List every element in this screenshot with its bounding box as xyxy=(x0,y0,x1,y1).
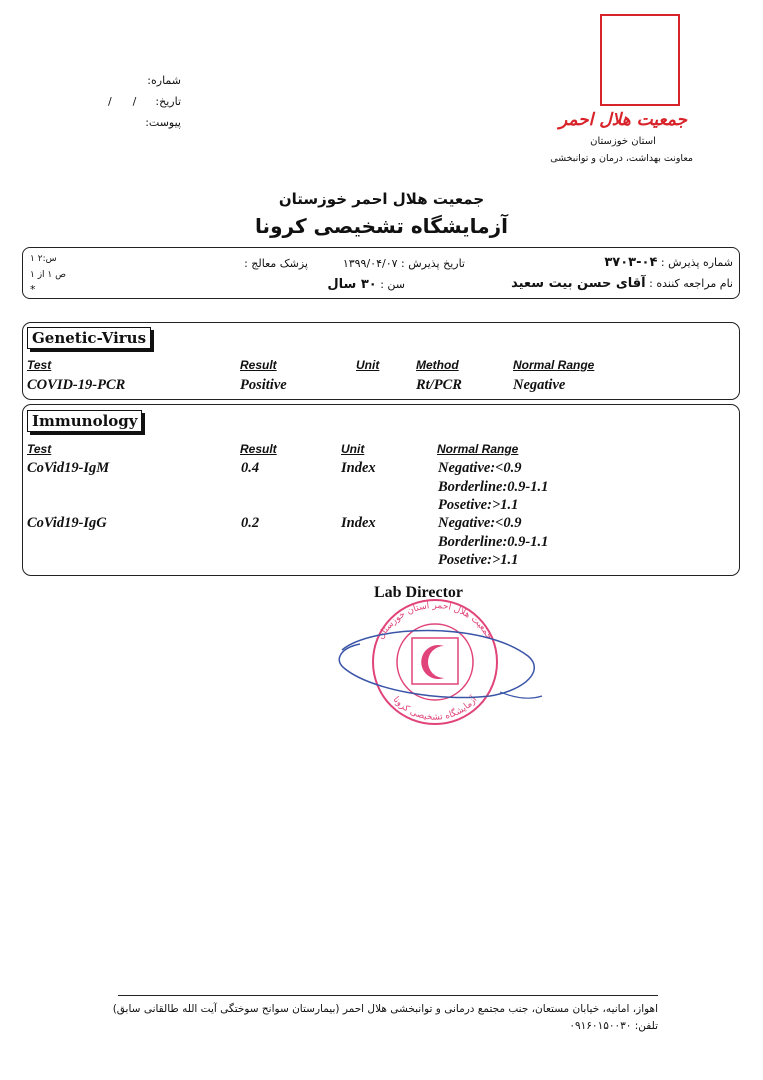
page-mark-2: ص ۱ از ۱ xyxy=(30,270,67,280)
genetic-header-method: Method xyxy=(416,358,459,372)
admission-value: ۰۴-۳۷۰۳ xyxy=(604,255,658,270)
logo-province: استان خوزستان xyxy=(590,136,656,147)
genetic-header-unit: Unit xyxy=(356,358,380,372)
pcr-normal-range: Negative xyxy=(513,377,566,393)
igg-range-negative: Negative:<0.9 xyxy=(438,515,522,531)
org-title: جمعیت هلال احمر خوزستان xyxy=(278,190,485,208)
immuno-header-result: Result xyxy=(240,442,277,456)
igm-range-positive: Posetive:>1.1 xyxy=(438,497,519,513)
igm-result: 0.4 xyxy=(241,460,260,476)
igg-range-borderline: Borderline:0.9-1.1 xyxy=(438,534,549,550)
patient-name-label: نام مراجعه کننده : xyxy=(649,277,733,290)
admission-number xyxy=(604,255,733,270)
lab-director-label: Lab Director xyxy=(373,584,463,601)
page-mark-3: * xyxy=(30,283,36,296)
igm-test-name: CoVid19-IgM xyxy=(27,460,110,476)
stamp-arc-text-top: جمعیت هلال احمر استان خوزستان xyxy=(375,600,495,642)
crescent-icon xyxy=(620,28,652,92)
genetic-virus-title: Genetic-Virus xyxy=(27,327,151,349)
genetic-header-test: Test xyxy=(27,358,52,372)
igg-result: 0.2 xyxy=(241,515,260,531)
date-label: تاریخ: xyxy=(155,95,181,108)
logo-text xyxy=(550,110,693,164)
admission-date-value: ۱۳۹۹/۰۴/۰۷ xyxy=(342,257,398,270)
age-label: سن : xyxy=(380,278,405,291)
pcr-result: Positive xyxy=(240,377,287,393)
number-label: شماره: xyxy=(147,74,181,87)
stamp-arc-text-bottom: آزمایشگاه تشخیصی کرونا xyxy=(390,694,480,723)
date-slashes: / / xyxy=(108,95,137,108)
igm-range-borderline: Borderline:0.9-1.1 xyxy=(438,479,549,495)
page-mark-1: س:۲ ۱ xyxy=(30,254,57,264)
pcr-method: Rt/PCR xyxy=(416,377,462,393)
pcr-test-name: COVID-19-PCR xyxy=(27,377,126,393)
admission-label: شماره پذیرش : xyxy=(660,256,733,269)
igm-range-negative: Negative:<0.9 xyxy=(438,460,522,476)
igm-unit: Index xyxy=(341,460,376,476)
attachment-label: پیوست: xyxy=(145,116,181,129)
footer-phone: تلفن: ۰۹۱۶۰۱۵۰۰۳۰ xyxy=(569,1020,658,1032)
org-logo-name: جمعیت هلال احمر xyxy=(558,110,688,130)
igg-range-positive: Posetive:>1.1 xyxy=(438,552,519,568)
doctor-label: پزشک معالج : xyxy=(244,257,308,270)
igg-unit: Index xyxy=(341,515,376,531)
stamp-crescent-icon xyxy=(421,645,444,679)
patient-name xyxy=(511,276,733,291)
logo-deputy: معاونت بهداشت، درمان و توانبخشی xyxy=(550,153,693,164)
immuno-header-unit: Unit xyxy=(341,442,365,456)
admission-date-label: تاریخ پذیرش : xyxy=(401,257,465,270)
red-crescent-logo xyxy=(600,14,680,106)
doctor-field xyxy=(244,257,308,270)
igg-test-name: CoVid19-IgG xyxy=(27,515,107,531)
lab-title: آزمایشگاه تشخیصی کرونا xyxy=(255,214,508,238)
lab-stamp xyxy=(330,598,550,733)
footer-address: اهواز، امانیه، خیابان مستعان، جنب مجتمع درمانی و توانبخشی هلال احمر (بیمارستان سوانح سوختگی آیت الله طالقانی سابق) xyxy=(112,1003,658,1015)
genetic-header-result: Result xyxy=(240,358,277,372)
age-value: ۳۰ سال xyxy=(327,277,377,292)
immuno-header-test: Test xyxy=(27,442,52,456)
signature-scribble xyxy=(339,631,534,698)
patient-name-value: آقای حسن بیت سعید xyxy=(511,276,646,291)
immunology-title: Immunology xyxy=(27,410,142,432)
immuno-header-range: Normal Range xyxy=(437,442,519,456)
patient-age xyxy=(327,277,405,292)
footer-divider xyxy=(118,995,658,996)
stamp-inner-ring xyxy=(397,624,473,700)
genetic-header-range: Normal Range xyxy=(513,358,595,372)
admission-date xyxy=(343,257,465,270)
